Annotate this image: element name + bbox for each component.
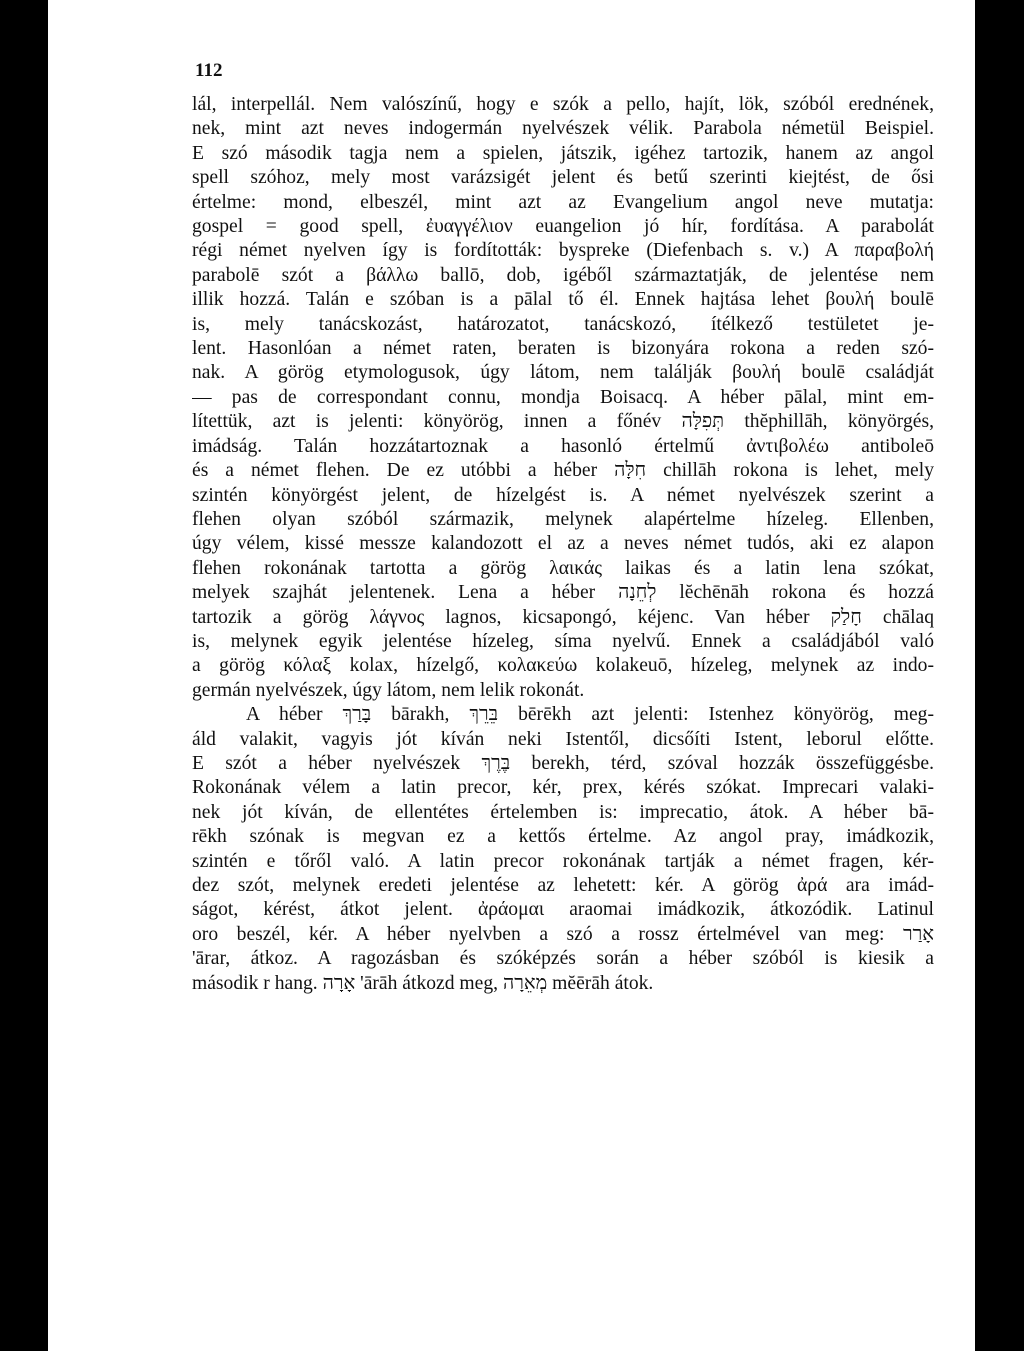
text-line: lent. Hasonlóan a német raten, beraten is bizonyára rokona a reden szó- [192,338,934,360]
scanned-page [48,0,975,1351]
text-line: második r hang. אָרָה 'ārāh átkozd meg, מְאֵרָה mĕērāh átok. [192,972,654,994]
text-line: értelme: mond, elbeszél, mint azt az Evangelium angol neve mutatja: [192,191,934,213]
text-line: parabolē szót a βάλλω ballō, dob, igéből származtatják, de jelentése nem [192,264,934,286]
text-line: Rokonának vélem a latin precor, kér, prex, kérés szókat. Imprecari valaki- [192,777,934,799]
text-line: oro beszél, kér. A héber nyelvben a szó a rossz értelmével van meg: אָרַר [192,923,934,945]
text-line: melyek szajhát jelentenek. Lena a héber לְחֵנָה lĕchēnāh rokona és hozzá [192,582,934,604]
text-line: flehen rokonának tartotta a görög λαικάς laikas és a latin lena szókat, [192,557,934,579]
text-line: spell szóhoz, mely most varázsigét jelent és betű szerinti kiejtést, de ősi [192,167,934,189]
text-line: és a német flehen. De ez utóbbi a héber חִלָּה chillāh rokona is lehet, mely [192,460,934,482]
text-line: nek, mint azt neves indogermán nyelvészek vélik. Parabola németül Beispiel. [192,118,934,140]
text-line: nak. A görög etymologusok, úgy látom, nem találják βουλή boulē családját [192,362,934,384]
text-line: A héber בָּרַךְ bārakh, בֵּרֵךְ bērēkh azt jelenti: Istenhez könyörög, meg- [246,704,934,726]
text-line: úgy vélem, kissé messze kalandozott el az a neves német tudós, aki ez alapon [192,533,934,555]
text-line: germán nyelvészek, úgy látom, nem lelik rokonát. [192,679,585,701]
text-line: szintén e tőről való. A latin precor rokonának tartják a német fragen, kér- [192,850,934,872]
text-line: áld valakit, vagyis jót kíván neki Istentől, dicsőíti Istent, leborul előtte. [192,728,934,750]
text-line: gospel = good spell, ἐυαγγέλιον euangelion jó hír, fordítása. A parabolát [192,216,934,238]
text-line: imádság. Talán hozzátartoznak a hasonló értelmű ἀντιβολέω antiboleō [192,435,934,457]
text-line: ságot, kérést, átkot jelent. ἀράομαι araomai imádkozik, átkozódik. Latinul [192,899,934,921]
text-line: E szót a héber nyelvészek בֶּרֶךְ berekh, térd, szóval hozzák összefüggésbe. [192,752,934,774]
text-line: illik hozzá. Talán e szóban is a pālal tő él. Ennek hajtása lehet βουλή boulē [192,289,934,311]
text-line: is, melynek egyik jelentése hízeleg, síma nyelvű. Ennek a családjából való [192,630,934,652]
text-line: lál, interpellál. Nem valószínű, hogy e szók a pello, hajít, lök, szóból erednének, [192,94,934,115]
text-line: rēkh szónak is megvan ez a kettős értelme. Az angol pray, imádkozik, [192,826,934,848]
text-line: 'ārar, átkoz. A ragozásban és szóképzés során a héber szóból is kiesik a [192,948,934,970]
body-text [192,93,934,996]
text-line: a görög κόλαξ kolax, hízelgő, κολακεύω kolakeuō, hízeleg, melynek az indo- [192,655,934,677]
text-line: E szó második tagja nem a spielen, játszik, igéhez tartozik, hanem az angol [192,142,934,164]
page-number: 112 [195,60,223,81]
text-line: is, mely tanácskozást, határozatot, tanácskozó, ítélkező testületet je- [192,313,934,335]
text-line: flehen olyan szóból származik, melynek alapértelme hízeleg. Ellenben, [192,508,934,530]
text-line: tartozik a görög λάγνος lagnos, kicsapongó, kéjenc. Van héber חָלַק chālaq [192,606,934,628]
text-line: lítettük, azt is jelenti: könyörög, innen a főnév תְּפִלָּה thĕphillāh, könyörgés, [192,411,934,433]
text-line: dez szót, melynek eredeti jelentése az lehetett: kér. A görög ἀρά ara imád- [192,875,934,896]
text-line: régi német nyelven így is fordították: byspreke (Diefenbach s. v.) A παραβολή [192,240,934,262]
text-line: nek jót kíván, de ellentétes értelemben is: imprecatio, átok. A héber bā- [192,801,934,823]
text-line: — pas de correspondant connu, mondja Boisacq. A héber pālal, mint em- [192,386,934,408]
text-line: szintén könyörgést jelent, de hízelgést is. A német nyelvészek szerint a [192,484,934,506]
